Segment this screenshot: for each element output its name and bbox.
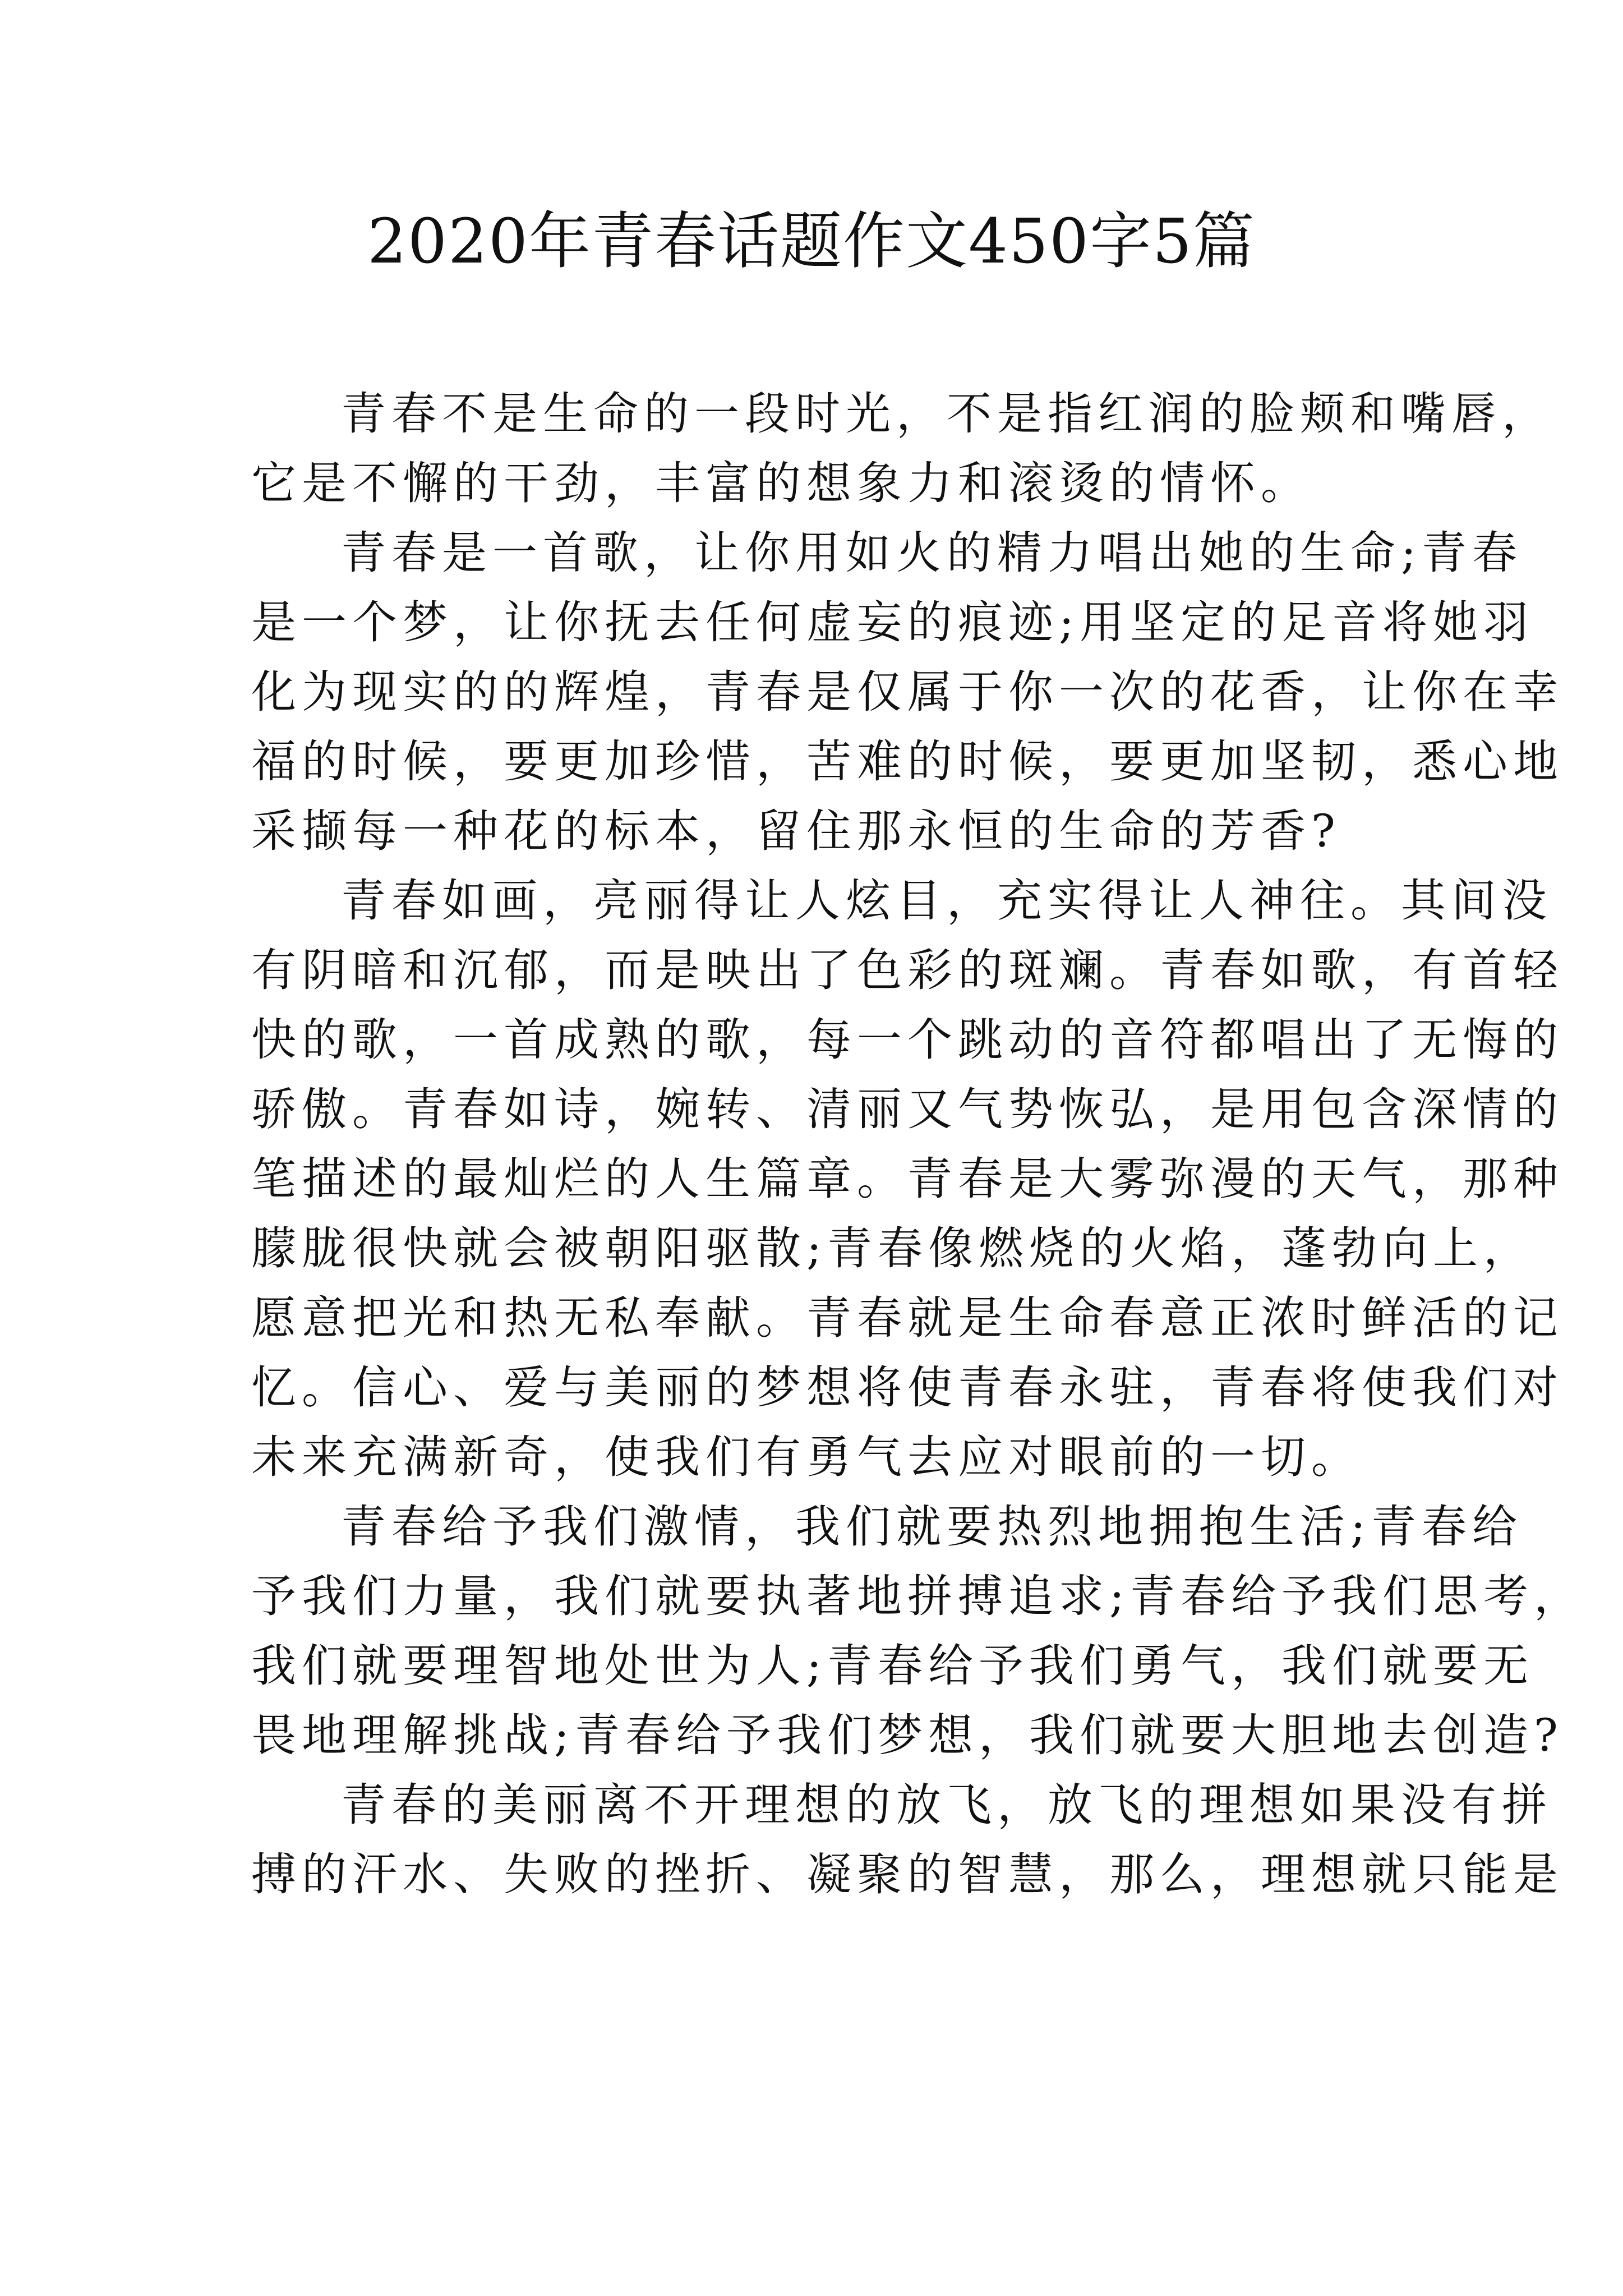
text-line: 它是不懈的干劲，丰富的想象力和滚烫的情怀。 — [251, 457, 1311, 509]
text-line: 青春给予我们激情，我们就要热烈地拥抱生活;青春给 — [341, 1501, 1523, 1553]
text-line: 予我们力量，我们就要执著地拼搏追求;青春给予我们思考， — [251, 1570, 1584, 1622]
text-line: 青春是一首歌，让你用如火的精力唱出她的生命;青春 — [341, 527, 1523, 579]
text-line: 笔描述的最灿烂的人生篇章。青春是大雾弥漫的天气，那种 — [251, 1153, 1564, 1205]
text-line: 未来充满新奇，使我们有勇气去应对眼前的一切。 — [251, 1431, 1362, 1483]
text-line: 是一个梦，让你抚去任何虚妄的痕迹;用坚定的足音将她羽 — [251, 596, 1534, 648]
text-line: 忆。信心、爱与美丽的梦想将使青春永驻，青春将使我们对 — [251, 1361, 1564, 1414]
text-line: 骄傲。青春如诗，婉转、清丽又气势恢弘，是用包含深情的 — [251, 1083, 1564, 1135]
text-line: 青春的美丽离不开理想的放飞，放飞的理想如果没有拼 — [341, 1779, 1552, 1831]
text-line: 快的歌，一首成熟的歌，每一个跳动的音符都唱出了无悔的 — [251, 1014, 1564, 1066]
text-line: 愿意把光和热无私奉献。青春就是生命春意正浓时鲜活的记 — [251, 1292, 1564, 1344]
text-line: 有阴暗和沉郁，而是映出了色彩的斑斓。青春如歌，有首轻 — [251, 944, 1564, 996]
text-line: 我们就要理智地处世为人;青春给予我们勇气，我们就要无 — [251, 1640, 1534, 1692]
text-line: 搏的汗水、失败的挫折、凝聚的智慧，那么，理想就只能是 — [251, 1848, 1564, 1901]
document-title: 2020年青春话题作文450字5篇 — [367, 205, 1256, 277]
text-line: 化为现实的的辉煌，青春是仅属于你一次的花香，让你在幸 — [251, 666, 1564, 718]
text-line: 福的时候，要更加珍惜，苦难的时候，要更加坚韧，悉心地 — [251, 735, 1564, 788]
text-line: 采撷每一种花的标本，留住那永恒的生命的芳香? — [251, 805, 1341, 857]
text-line: 朦胧很快就会被朝阳驱散;青春像燃烧的火焰，蓬勃向上， — [251, 1222, 1534, 1274]
text-line: 畏地理解挑战;青春给予我们梦想，我们就要大胆地去创造? — [251, 1709, 1564, 1761]
text-line: 青春不是生命的一段时光，不是指红润的脸颊和嘴唇， — [341, 388, 1552, 440]
text-line: 青春如画，亮丽得让人炫目，充实得让人神往。其间没 — [341, 875, 1552, 927]
